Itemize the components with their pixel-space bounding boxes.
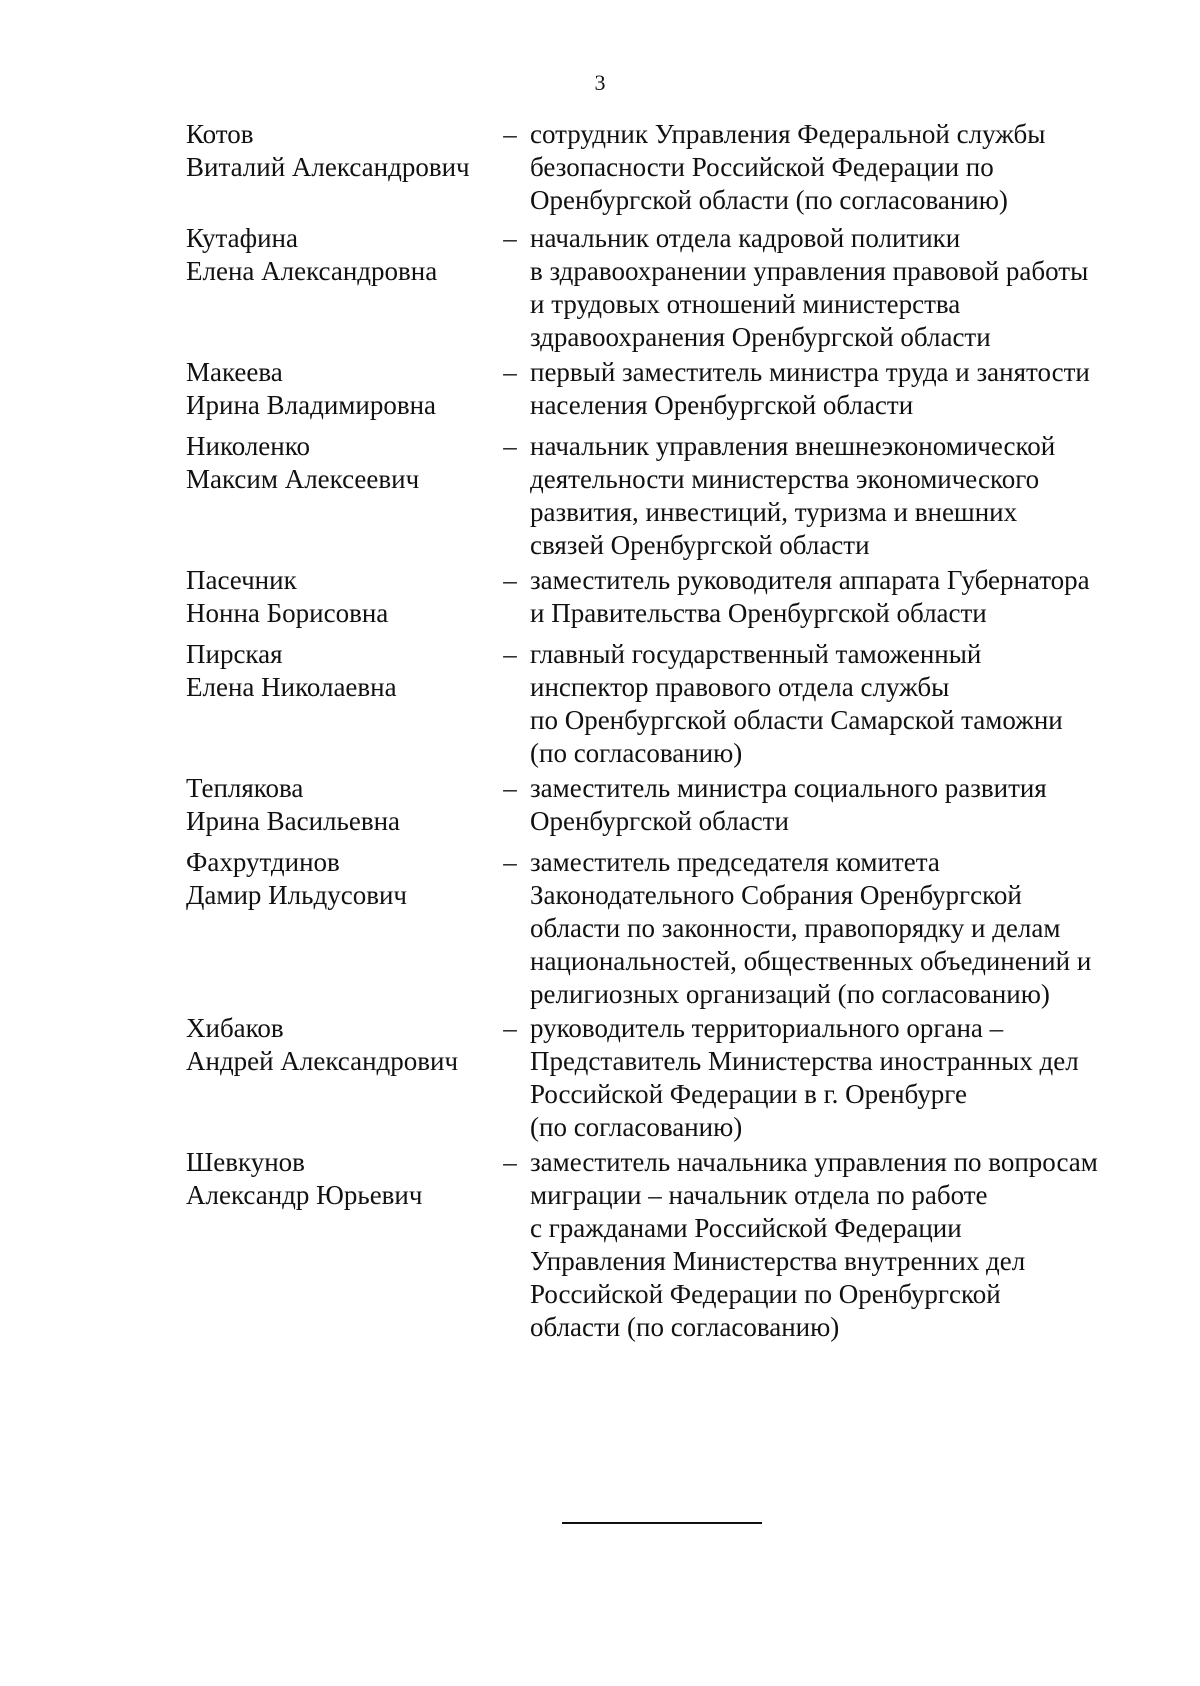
list-entry — [0, 1012, 1200, 1152]
role-line: национальностей, общественных объединений и — [530, 946, 1092, 976]
role-line: безопасности Российской Федерации по — [530, 152, 994, 182]
role-line: в здравоохранении управления правовой работы — [530, 256, 1089, 286]
role-line: религиозных организаций (по согласованию) — [530, 979, 1050, 1009]
entry-dash: – — [503, 431, 517, 461]
person-name — [186, 1012, 486, 1078]
role-line: развития, инвестиций, туризма и внешних — [530, 497, 1018, 527]
entry-dash: – — [503, 357, 517, 387]
person-role — [530, 564, 1150, 630]
role-line: Оренбургской области (по согласованию) — [530, 185, 1008, 215]
entry-dash: – — [503, 847, 517, 877]
entry-dash: – — [503, 639, 517, 669]
role-line: руководитель территориального органа – — [530, 1013, 1004, 1043]
person-surname: Николенко — [186, 431, 310, 461]
person-name — [186, 222, 486, 288]
person-role — [530, 846, 1150, 1011]
role-line: деятельности министерства экономического — [530, 464, 1040, 494]
role-line: начальник отдела кадровой политики — [530, 223, 961, 253]
person-surname: Макеева — [186, 357, 283, 387]
person-name — [186, 772, 486, 838]
person-name — [186, 638, 486, 704]
person-name — [186, 430, 486, 496]
role-line: здравоохранения Оренбургской области — [530, 322, 991, 352]
role-line: с гражданами Российской Федерации — [530, 1213, 962, 1243]
end-of-list-rule — [562, 1522, 762, 1524]
role-line: заместитель начальника управления по вопросам — [530, 1147, 1098, 1177]
role-line: начальник управления внешнеэкономической — [530, 431, 1056, 461]
role-line: Представитель Министерства иностранных дел — [530, 1046, 1079, 1076]
person-role — [530, 638, 1150, 770]
entry-dash: – — [503, 223, 517, 253]
person-role — [530, 1146, 1150, 1344]
person-role — [530, 772, 1150, 838]
role-line: Законодательного Собрания Оренбургской — [530, 880, 1022, 910]
role-line: населения Оренбургской области — [530, 390, 914, 420]
person-given-names: Ирина Васильевна — [186, 806, 401, 836]
person-role — [530, 1012, 1150, 1144]
role-line: заместитель председателя комитета — [530, 847, 940, 877]
person-role — [530, 222, 1150, 354]
person-role — [530, 118, 1150, 217]
role-line: первый заместитель министра труда и занятости — [530, 357, 1090, 387]
role-line: (по согласованию) — [530, 1112, 743, 1142]
role-line: главный государственный таможенный — [530, 639, 982, 669]
person-name — [186, 356, 486, 422]
role-line: по Оренбургской области Самарской таможни — [530, 705, 1063, 735]
person-surname: Шевкунов — [186, 1147, 305, 1177]
person-given-names: Нонна Борисовна — [186, 598, 389, 628]
person-role — [530, 356, 1150, 422]
role-line: (по согласованию) — [530, 738, 743, 768]
role-line: Российской Федерации по Оренбургской — [530, 1279, 1001, 1309]
person-name — [186, 564, 486, 630]
list-entry — [0, 222, 1200, 362]
role-line: и трудовых отношений министерства — [530, 289, 961, 319]
person-given-names: Максим Алексеевич — [186, 464, 420, 494]
person-surname: Котов — [186, 119, 254, 149]
role-line: области (по согласованию) — [530, 1312, 840, 1342]
person-given-names: Елена Александровна — [186, 256, 438, 286]
person-given-names: Андрей Александрович — [186, 1046, 459, 1076]
person-given-names: Ирина Владимировна — [186, 390, 437, 420]
person-name — [186, 1146, 486, 1212]
role-line: инспектор правового отдела службы — [530, 672, 950, 702]
role-line: заместитель руководителя аппарата Губернатора — [530, 565, 1090, 595]
list-entry — [0, 638, 1200, 778]
person-given-names: Виталий Александрович — [186, 152, 470, 182]
person-given-names: Дамир Ильдусович — [186, 880, 407, 910]
person-surname: Хибаков — [186, 1013, 284, 1043]
role-line: заместитель министра социального развития — [530, 773, 1047, 803]
page-number: 3 — [594, 70, 606, 95]
person-given-names: Александр Юрьевич — [186, 1180, 423, 1210]
role-line: Российской Федерации в г. Оренбурге — [530, 1079, 967, 1109]
entry-dash: – — [503, 773, 517, 803]
person-surname: Пасечник — [186, 565, 297, 595]
role-line: Оренбургской области — [530, 806, 789, 836]
person-role — [530, 430, 1150, 562]
entry-dash: – — [503, 119, 517, 149]
person-surname: Кутафина — [186, 223, 298, 253]
role-line: миграции – начальник отдела по работе — [530, 1180, 988, 1210]
person-surname: Пирская — [186, 639, 283, 669]
entry-dash: – — [503, 565, 517, 595]
role-line: области по законности, правопорядку и делам — [530, 913, 1061, 943]
person-surname: Фахрутдинов — [186, 847, 340, 877]
role-line: связей Оренбургской области — [530, 530, 870, 560]
role-line: Управления Министерства внутренних дел — [530, 1246, 1026, 1276]
role-line: сотрудник Управления Федеральной службы — [530, 119, 1046, 149]
entry-dash: – — [503, 1013, 517, 1043]
person-given-names: Елена Николаевна — [186, 672, 397, 702]
person-surname: Теплякова — [186, 773, 304, 803]
list-entry — [0, 430, 1200, 570]
role-line: и Правительства Оренбургской области — [530, 598, 987, 628]
entry-dash: – — [503, 1147, 517, 1177]
person-name — [186, 846, 486, 912]
person-name — [186, 118, 486, 184]
list-entry — [0, 1146, 1200, 1342]
list-entry — [0, 846, 1200, 1009]
